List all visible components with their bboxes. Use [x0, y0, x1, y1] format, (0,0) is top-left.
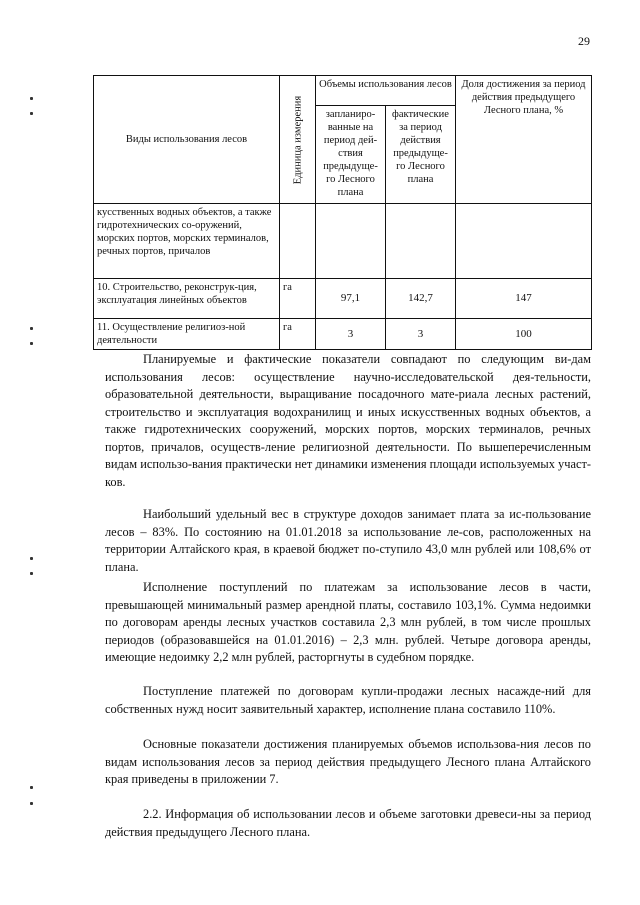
- margin-mark: [30, 97, 33, 100]
- margin-mark: [30, 342, 33, 345]
- paragraph: Наибольший удельный вес в структуре доходов занимает плата за ис-пользование лесов – 83%. По состоянию на 01.01.2018 за использование ле-сов, расположенных на территории Алтайского края, в краевой бюджет по-ступило 43,0 млн рублей или 108,6% от плана.: [105, 507, 591, 574]
- row-unit: га: [280, 279, 316, 319]
- paragraph: Основные показатели достижения планируемых объемов использова-ния лесов по видам использования лесов за период действия предыдущего Лесного плана Алтайского края приведены в приложении 7.: [105, 737, 591, 786]
- margin-mark: [30, 327, 33, 330]
- margin-mark: [30, 112, 33, 115]
- row-kind: 10. Строительство, реконструк-ция, эксплуатация линейных объектов: [94, 279, 280, 319]
- table-row: [94, 204, 592, 279]
- row-share: [456, 204, 592, 279]
- row-unit: [280, 204, 316, 279]
- paragraph: Планируемые и фактические показатели совпадают по следующим ви-дам использования лесов: осуществление научно-исследовательской дея-тельности, образовательной деятельности, выращивание посадочного мате-риала лесных растений, строительство и эксплуатация водохранилищ и иных искусственных водных объектов, а также гидротехнических сооружений, морских портов, морских терминалов, речных портов, причалов, осуществ-ление религиозной деятельности. По вышеперечисленным видам использо-вания практически нет динамики изменения площади используемых участ-ков.: [105, 352, 591, 489]
- page-number: 29: [578, 34, 590, 48]
- margin-mark: [30, 572, 33, 575]
- row-actual: [386, 204, 456, 279]
- row-unit: га: [280, 319, 316, 350]
- row-planned: [316, 204, 386, 279]
- row-share: 147: [456, 279, 592, 319]
- row-share: 100: [456, 319, 592, 350]
- section-heading: 2.2. Информация об использовании лесов и объеме заготовки древеси-ны за период действия предыдущего Лесного плана.: [105, 807, 591, 839]
- margin-mark: [30, 786, 33, 789]
- header-unit-label: Единица измерения: [292, 95, 303, 184]
- row-actual: 142,7: [386, 279, 456, 319]
- margin-mark: [30, 557, 33, 560]
- row-kind: 11. Осуществление религиоз-ной деятельности: [94, 319, 280, 350]
- header-volumes: Объемы использования лесов: [316, 76, 456, 106]
- header-unit: [280, 76, 316, 204]
- table-row: [94, 279, 592, 319]
- row-actual: 3: [386, 319, 456, 350]
- header-share: Доля достижения за период действия предыдущего Лесного плана, %: [456, 76, 592, 204]
- header-planned: запланиро-ванные на период дей-ствия предыдуще-го Лесного плана: [316, 106, 386, 204]
- row-planned: 97,1: [316, 279, 386, 319]
- paragraph: Поступление платежей по договорам купли-продажи лесных насажде-ний для собственных нужд носит заявительный характер, исполнение плана составило 110%.: [105, 684, 591, 716]
- forest-use-table: [93, 75, 592, 350]
- row-kind: кусственных водных объектов, а также гидротехнических со-оружений, морских портов, морских терминалов, речных портов, причалов: [94, 204, 280, 279]
- row-planned: 3: [316, 319, 386, 350]
- header-actual: фактические за период действия предыдуще-го Лесного плана: [386, 106, 456, 204]
- header-kinds: Виды использования лесов: [94, 76, 280, 204]
- table-row: [94, 319, 592, 350]
- margin-mark: [30, 802, 33, 805]
- paragraph: Исполнение поступлений по платежам за использование лесов в части, превышающей минимальный размер арендной платы, составило 103,1%. Сумма недоимки по договорам аренды лесных участков составила 2,3 млн рублей, в том числе прошлых периодов (образовавшейся на 01.01.2016) – 2,3 млн. рублей. Четыре договора аренды, имеющие недоимку 2,2 млн рублей, расторгнуты в судебном порядке.: [105, 580, 591, 664]
